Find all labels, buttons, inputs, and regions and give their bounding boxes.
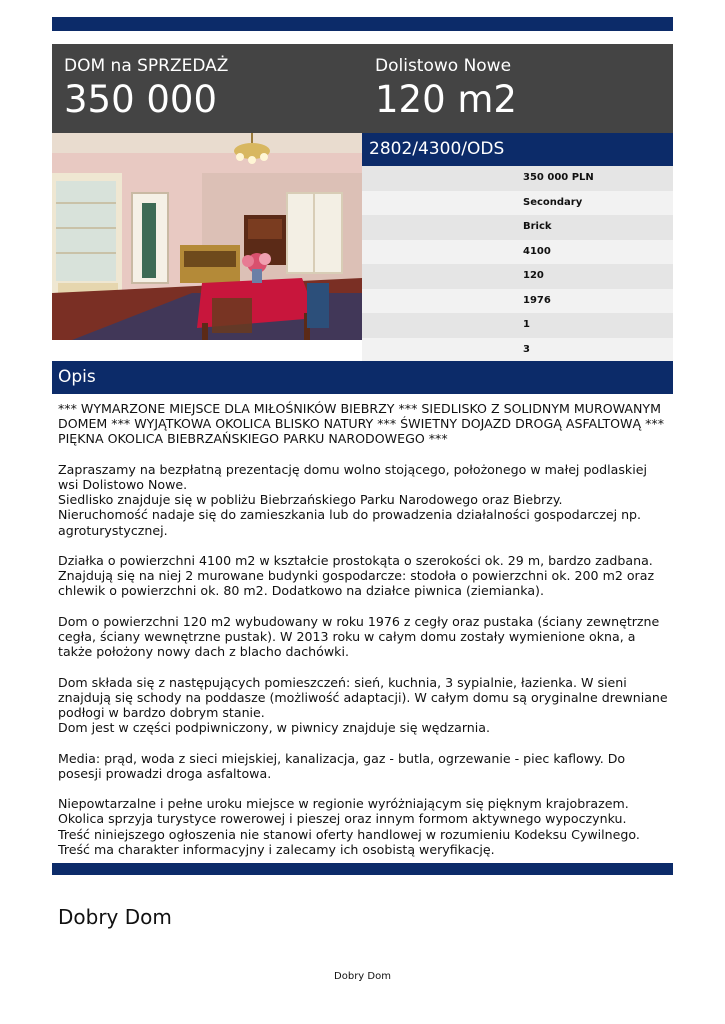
listing-area: 120 m2 <box>375 78 517 121</box>
param-plot-area: 4100 <box>362 240 673 265</box>
paragraph-gap <box>58 781 668 796</box>
description-body <box>58 401 668 857</box>
description-paragraph: *** WYMARZONE MIEJSCE DLA MIŁOŚNIKÓW BIEBRZY *** SIEDLISKO Z SOLIDNYM MUROWANYM DOMEM *** WYJĄTKOWA OKOLICA BLISKO NATURY *** ŚWIETNY DOJAZD DROGĄ ASFALTOWĄ *** PIĘKNA OKOLICA BIEBRZAŃSKIEGO PARKU NARODOWEGO *** <box>58 401 665 447</box>
param-year-built: 1976 <box>362 289 673 314</box>
room-interior-image <box>52 133 362 340</box>
description-paragraph: Nieruchomość nadaje się do zamieszkania lub do prowadzenia działalności gospodarczej np. agroturystycznej. <box>58 507 642 538</box>
section-title-description: Opis <box>52 361 673 394</box>
page-footer: Dobry Dom <box>334 971 391 982</box>
description-paragraph: Dom jest w części podpiwniczony, w piwnicy znajduje się wędzarnia. <box>58 720 490 736</box>
listing-price: 350 000 <box>64 78 218 121</box>
parameters-table <box>362 166 673 362</box>
param-market: Secondary <box>362 191 673 216</box>
reference-number: 2802/4300/ODS <box>362 133 673 166</box>
param-price: 350 000 PLN <box>362 166 673 191</box>
agency-name: Dobry Dom <box>58 905 172 929</box>
paragraph-gap <box>58 538 668 553</box>
paragraph-gap <box>58 735 668 750</box>
description-paragraph: Dom składa się z następujących pomieszczeń: sień, kuchnia, 3 sypialnie, łazienka. W sieni znajdują się schody na poddasze (możliwość adaptacji). W całym domu są oryginalne drewniane podłogi w bardzo dobrym stanie. <box>58 674 668 720</box>
description-paragraph: Treść niniejszego ogłoszenia nie stanowi oferty handlowej w rozumieniu Kodeksu Cywilnego. Treść ma charakter informacyjny i zalecamy ich osobistą weryfikację. <box>58 826 640 857</box>
param-area: 120 <box>362 264 673 289</box>
param-rooms: 3 <box>362 338 673 363</box>
header-left <box>64 56 228 122</box>
description-paragraph: Zapraszamy na bezpłatną prezentację domu wolno stojącego, położonego w małej podlaskiej wsi Dolistowo Nowe. <box>58 461 647 492</box>
listing-type: DOM na SPRZEDAŻ <box>64 56 229 76</box>
bottom-accent-bar <box>52 863 673 875</box>
description-paragraph: Siedlisko znajduje się w pobliżu Biebrzańskiego Parku Narodowego oraz Biebrzy. <box>58 492 563 508</box>
description-paragraph: Dom o powierzchni 120 m2 wybudowany w roku 1976 z cegły oraz pustaka (ściany zewnętrzne cegła, ściany wewnętrzne pustak). W 2013 roku w całym domu zostały wymienione okna, a także położony nowy dach z blacho dachówki. <box>58 613 660 660</box>
top-accent-bar <box>52 17 673 31</box>
listing-header <box>52 44 673 133</box>
description-paragraph: Media: prąd, woda z sieci miejskiej, kanalizacja, gaz - butla, ogrzewanie - piec kaflowy. Do posesji prowadzi droga asfaltowa. <box>58 750 626 781</box>
header-right <box>375 56 517 122</box>
param-material: Brick <box>362 215 673 240</box>
property-photo <box>52 133 362 340</box>
description-paragraph: Niepowtarzalne i pełne uroku miejsce w regionie wyróżniającym się pięknym krajobrazem. Okolica sprzyja turystyce rowerowej i pieszej oraz innym formom aktywnego wypoczynku. <box>58 796 629 827</box>
listing-location: Dolistowo Nowe <box>375 56 512 76</box>
paragraph-gap <box>58 659 668 674</box>
paragraph-gap <box>58 447 668 462</box>
paragraph-gap <box>58 599 668 614</box>
param-floors: 1 <box>362 313 673 338</box>
description-paragraph: Działka o powierzchni 4100 m2 w kształcie prostokąta o szerokości ok. 29 m, bardzo zadbana. Znajdują się na niej 2 murowane budynki gospodarcze: stodoła o powierzchni ok. 200 m2 oraz chlewik o powierzchni ok. 80 m2. Dodatkowo na działce piwnica (ziemianka). <box>58 553 655 599</box>
